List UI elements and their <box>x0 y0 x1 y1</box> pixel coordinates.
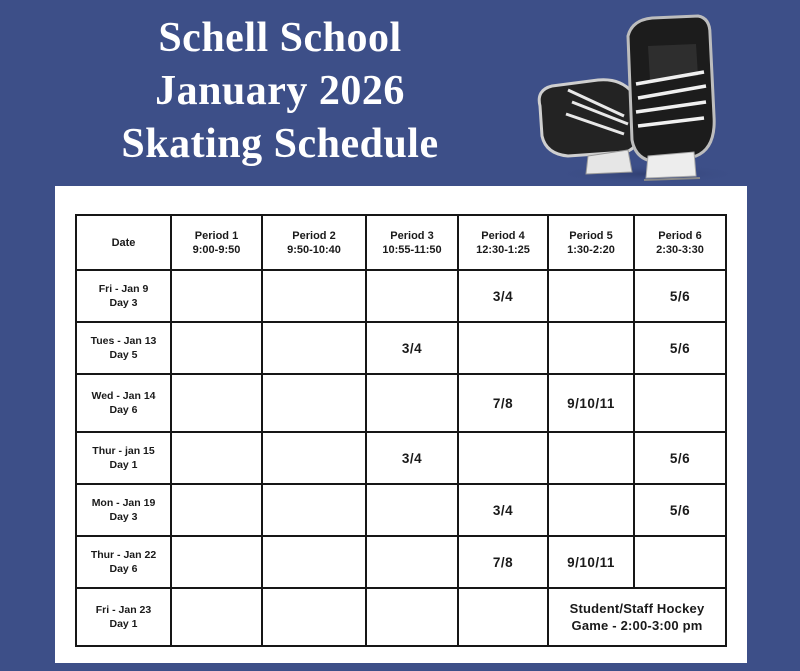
header-row <box>76 215 726 270</box>
header-date: Date <box>76 215 171 270</box>
header-period-1: Period 1 9:00-9:50 <box>171 215 262 270</box>
date-cell: Thur - Jan 22 Day 6 <box>76 536 171 588</box>
period-cell <box>366 270 458 322</box>
period-cell <box>262 374 366 432</box>
period-cell <box>458 588 548 646</box>
period-cell: 7/8 <box>458 374 548 432</box>
table-row <box>76 374 726 432</box>
table-row <box>76 588 726 646</box>
period-cell <box>548 484 634 536</box>
period-cell <box>171 322 262 374</box>
period-cell <box>634 374 726 432</box>
period-cell: 9/10/11 <box>548 374 634 432</box>
period-cell <box>366 374 458 432</box>
period-cell: 5/6 <box>634 322 726 374</box>
period-cell: 3/4 <box>458 270 548 322</box>
period-cell <box>366 484 458 536</box>
period-cell: 3/4 <box>458 484 548 536</box>
period-cell <box>458 322 548 374</box>
header-period-4: Period 4 12:30-1:25 <box>458 215 548 270</box>
period-cell <box>171 432 262 484</box>
period-cell <box>458 432 548 484</box>
period-cell <box>366 536 458 588</box>
title-line-month: January 2026 <box>155 68 405 114</box>
period-cell <box>171 536 262 588</box>
hockey-game-note: Student/Staff Hockey Game - 2:00-3:00 pm <box>548 588 726 646</box>
period-cell: 5/6 <box>634 270 726 322</box>
date-cell: Tues - Jan 13 Day 5 <box>76 322 171 374</box>
hockey-skates-icon <box>528 6 738 184</box>
period-cell <box>262 270 366 322</box>
table-row <box>76 432 726 484</box>
period-cell: 3/4 <box>366 322 458 374</box>
table-row <box>76 322 726 374</box>
page-title <box>60 12 500 171</box>
date-cell: Fri - Jan 9 Day 3 <box>76 270 171 322</box>
period-cell <box>366 588 458 646</box>
title-line-schedule: Skating Schedule <box>121 121 439 167</box>
period-cell <box>171 484 262 536</box>
date-cell: Mon - Jan 19 Day 3 <box>76 484 171 536</box>
period-cell <box>262 432 366 484</box>
period-cell <box>548 432 634 484</box>
period-cell: 5/6 <box>634 432 726 484</box>
table-row <box>76 536 726 588</box>
period-cell: 7/8 <box>458 536 548 588</box>
title-line-school: Schell School <box>158 15 402 61</box>
header-period-2: Period 2 9:50-10:40 <box>262 215 366 270</box>
date-cell: Fri - Jan 23 Day 1 <box>76 588 171 646</box>
table-row <box>76 270 726 322</box>
period-cell <box>262 484 366 536</box>
period-cell <box>548 270 634 322</box>
period-cell <box>634 536 726 588</box>
period-cell <box>171 374 262 432</box>
period-cell <box>548 322 634 374</box>
table-row <box>76 484 726 536</box>
schedule-table <box>75 214 727 647</box>
header-period-5: Period 5 1:30-2:20 <box>548 215 634 270</box>
period-cell <box>262 536 366 588</box>
date-cell: Wed - Jan 14 Day 6 <box>76 374 171 432</box>
period-cell: 3/4 <box>366 432 458 484</box>
period-cell: 9/10/11 <box>548 536 634 588</box>
period-cell <box>171 588 262 646</box>
period-cell <box>262 588 366 646</box>
period-cell <box>262 322 366 374</box>
header-period-3: Period 3 10:55-11:50 <box>366 215 458 270</box>
header-period-6: Period 6 2:30-3:30 <box>634 215 726 270</box>
date-cell: Thur - jan 15 Day 1 <box>76 432 171 484</box>
period-cell <box>171 270 262 322</box>
period-cell: 5/6 <box>634 484 726 536</box>
